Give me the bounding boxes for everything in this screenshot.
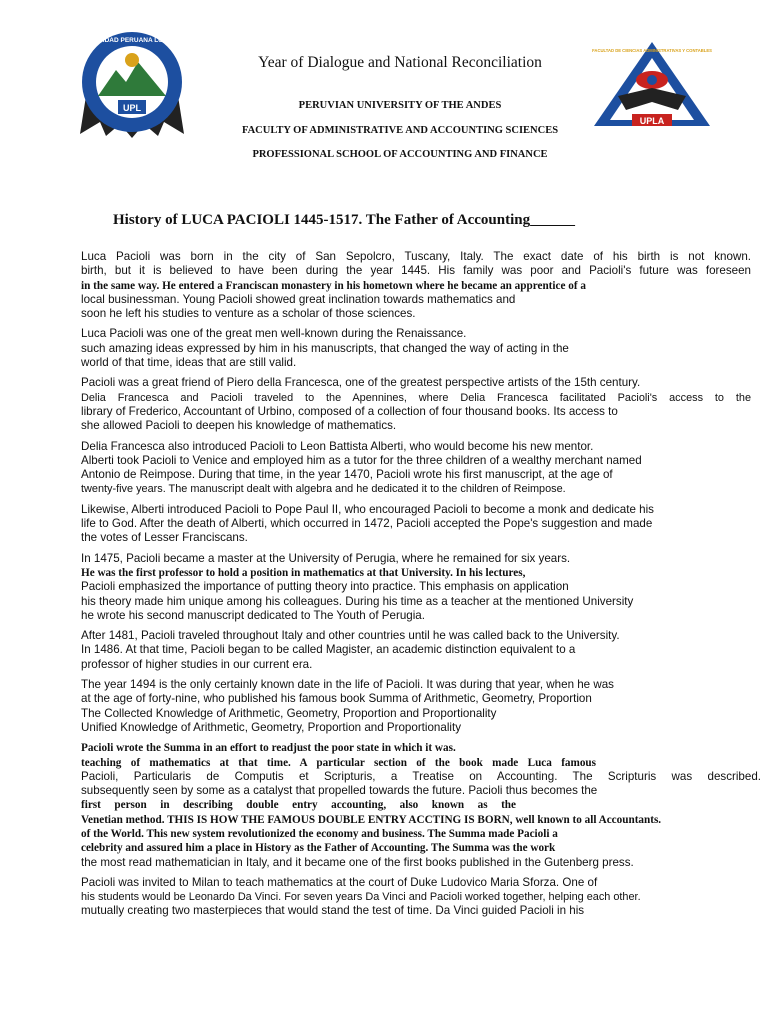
text-line: Luca Pacioli was born in the city of San Sepolcro, Tuscany, Italy. The exact date of his birth is not known. xyxy=(81,250,751,263)
text-line: his students would be Leonardo Da Vinci. For seven years Da Vinci and Pacioli worked together, helping each other. xyxy=(81,891,641,904)
text-line: in the same way. He entered a Franciscan monastery in his hometown where he became an apprentice of a xyxy=(81,279,586,292)
text-line: The Collected Knowledge of Arithmetic, Geometry, Proportion and Proportionality xyxy=(81,706,497,720)
university-logo xyxy=(72,26,192,142)
text-line: Alberti took Pacioli to Venice and employed him as a tutor for the three children of a wealthy merchant named xyxy=(81,453,642,467)
text-line: birth, but it is believed to have been during the year 1445. His family was poor and Pacioli's future was foreseen xyxy=(81,264,751,278)
text-line: his theory made him unique among his colleagues. During his time as a teacher at the mentioned University xyxy=(81,594,634,608)
text-line: Unified Knowledge of Arithmetic, Geometry, Proportion and Proportionality xyxy=(81,720,461,734)
year-title: Year of Dialogue and National Reconciliation xyxy=(258,54,542,71)
text-line: the most read mathematician in Italy, and it became one of the first books published in the Gutenberg press. xyxy=(81,855,634,869)
paragraph-pope xyxy=(81,503,761,546)
text-line: life to God. After the death of Alberti, which occurred in 1472, Pacioli accepted the Pope's suggestion and made xyxy=(81,517,653,531)
paragraph-milan xyxy=(81,876,761,919)
text-line: library of Frederico, Accountant of Urbino, composed of a collection of four thousand books. Its access to xyxy=(81,404,618,418)
text-line: twenty-five years. The manuscript dealt with algebra and he dedicated it to the children of Reimpose. xyxy=(81,483,566,496)
text-line: The year 1494 is the only certainly known date in the life of Pacioli. It was during that year, when he was xyxy=(81,678,614,692)
paragraph-renaissance xyxy=(81,327,761,370)
text-line: of the World. This new system revolutionized the economy and business. The Summa made Pacioli a xyxy=(81,827,558,840)
paragraph-magister xyxy=(81,629,761,672)
document-body xyxy=(81,250,761,925)
text-line: celebrity and assured him a place in History as the Father of Accounting. The Summa was the work xyxy=(81,842,556,855)
faculty-logo xyxy=(588,38,716,132)
text-line: In 1475, Pacioli became a master at the University of Perugia, where he remained for six years. xyxy=(81,551,571,565)
text-line: Pacioli, Particularis de Computis et Scripturis, a Treatise on Accounting. The Scripturis was described. xyxy=(81,769,761,783)
text-line: mutually creating two masterpieces that would stand the test of time. Da Vinci guided Pacioli in his xyxy=(81,904,585,918)
text-line: first person in describing double entry accounting, also known as the xyxy=(81,799,516,812)
text-line: Delia Francesca also introduced Pacioli to Leon Battista Alberti, who would become his new mentor. xyxy=(81,439,594,453)
text-line: soon he left his studies to venture as a scholar of those sciences. xyxy=(81,307,416,321)
text-line: the votes of Lesser Franciscans. xyxy=(81,531,248,545)
text-line: Pacioli was invited to Milan to teach mathematics at the court of Duke Ludovico Maria Sforza. One of xyxy=(81,875,598,889)
text-line: Luca Pacioli was one of the great men well-known during the Renaissance. xyxy=(81,327,467,341)
paragraph-perugia xyxy=(81,552,761,623)
text-line: Pacioli wrote the Summa in an effort to readjust the poor state in which it was. xyxy=(81,742,456,755)
text-line: Delia Francesca and Pacioli traveled to the Apennines, where Delia Francesca facilitated Pacioli's access to the xyxy=(81,391,751,404)
text-line: Venetian method. THIS IS HOW THE FAMOUS DOUBLE ENTRY ACCTING IS BORN, well known to all Accountants. xyxy=(81,813,662,826)
faculty-logo-abbr: UPLA xyxy=(639,116,665,126)
text-line: world of that time, ideas that are still valid. xyxy=(81,356,297,370)
text-line: After 1481, Pacioli traveled throughout Italy and other countries until he was called back to the University. xyxy=(81,629,620,643)
faculty-logo-text: FACULTAD DE CIENCIAS ADMINISTRATIVAS Y CONTABLES xyxy=(592,48,712,53)
text-line: He was the first professor to hold a position in mathematics at that University. In his lectures, xyxy=(81,566,526,579)
text-line: Pacioli emphasized the importance of putting theory into practice. This emphasis on application xyxy=(81,580,569,594)
text-line: Likewise, Alberti introduced Pacioli to Pope Paul II, who encouraged Pacioli to become a monk and dedicate his xyxy=(81,502,654,516)
paragraph-francesca xyxy=(81,376,761,433)
text-line: Pacioli was a great friend of Piero della Francesca, one of the greatest perspective artists of the 15th century. xyxy=(81,376,641,390)
paragraph-summa xyxy=(81,741,761,870)
text-line: such amazing ideas expressed by him in his manuscripts, that changed the way of acting in the xyxy=(81,341,569,355)
paragraph-1494 xyxy=(81,678,761,735)
document-title-text: History of LUCA PACIOLI 1445-1517. The Father of Accounting xyxy=(113,212,531,228)
paragraph-alberti xyxy=(81,440,761,497)
text-line: In 1486. At that time, Pacioli began to be called Magister, an academic distinction equivalent to a xyxy=(81,643,576,657)
text-line: local businessman. Young Pacioli showed great inclination towards mathematics and xyxy=(81,292,516,306)
university-logo-text: UNIVER SIDAD PERUANA LOS ANDES xyxy=(72,37,192,44)
document-title xyxy=(113,212,673,229)
university-logo-abbr: UPL xyxy=(123,103,141,113)
faculty-name: FACULTY OF ADMINISTRATIVE AND ACCOUNTING SCIENCES xyxy=(241,125,559,136)
title-underline-tail xyxy=(530,212,575,228)
text-line: at the age of forty-nine, who published his famous book Summa of Arithmetic, Geometry, Proportion xyxy=(81,692,592,706)
text-line: Antonio de Reimpose. During that time, in the year 1470, Pacioli wrote his first manuscript, at the age of xyxy=(81,468,613,482)
university-name: PERUVIAN UNIVERSITY OF THE ANDES xyxy=(298,100,502,111)
text-line: she allowed Pacioli to deepen his knowledge of mathematics. xyxy=(81,419,397,433)
text-line: professor of higher studies in our current era. xyxy=(81,657,313,671)
text-line: teaching of mathematics at that time. A particular section of the book made Luca famous xyxy=(81,756,596,769)
text-line: subsequently seen by some as a catalyst that propelled towards the future. Pacioli thus becomes the xyxy=(81,784,598,798)
text-line: he wrote his second manuscript dedicated to The Youth of Perugia. xyxy=(81,608,425,622)
paragraph-birth xyxy=(81,250,761,321)
school-name: PROFESSIONAL SCHOOL OF ACCOUNTING AND FINANCE xyxy=(252,149,548,160)
